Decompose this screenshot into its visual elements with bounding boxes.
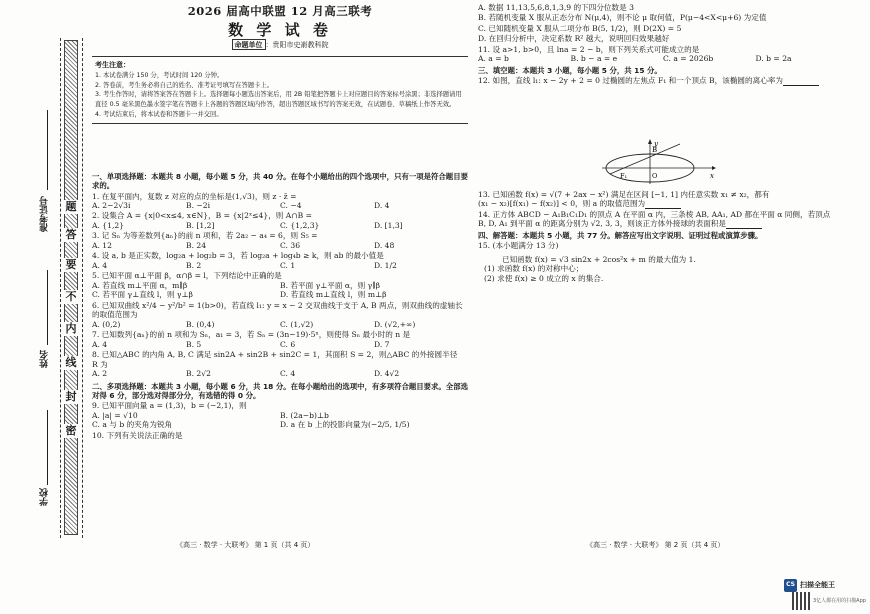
option: B. 若平面 γ⊥平面 α，则 γ∥β	[280, 280, 381, 290]
page-footer-right: 《高三 · 数学 · 大联考》 第 2 页（共 4 页）	[586, 541, 725, 549]
exam-id-field-label: 准考证号	[40, 196, 50, 232]
question-6: 6. 已知双曲线 x²/4 − y²/b² = 1(b>0)，若直线 l₁: y = x − 2 交双曲线于支于 A, B 两点，则双曲线的虚轴长	[92, 300, 463, 310]
option: A. a = b	[478, 54, 509, 64]
label-f1: F₁	[620, 172, 628, 180]
hatched-binding-band	[64, 40, 78, 535]
question-11-options	[478, 54, 848, 63]
option: A. 4	[92, 339, 108, 349]
question-1-options	[92, 201, 468, 210]
question-15-stem: 已知函数 f(x) = √3 sin2x + 2cos²x + m 的最大值为 1.	[502, 254, 696, 264]
option: B. 5	[186, 339, 202, 349]
option: C. a 与 b 的夹角为锐角	[92, 420, 173, 430]
notice-item: 2. 答卷前，考生务必将自己的姓名、准考证号填写在答题卡上。	[95, 81, 274, 89]
right-column-content	[478, 3, 848, 86]
option: A. (0,2)	[92, 319, 121, 329]
option: D. 4	[374, 200, 390, 210]
question-4-options	[92, 261, 468, 270]
cut-line-right	[82, 38, 83, 538]
label-o: O	[652, 172, 658, 180]
question-8-cont: R 为	[92, 359, 108, 369]
question-2-options	[92, 221, 468, 230]
option: C. 若平面 γ⊥直线 l，则 γ⊥β	[92, 290, 193, 300]
question-13-cont-text: (x₁ − x₂)[f(x₁) − f(x₂)] < 0，则 a 的取值范围为	[478, 199, 646, 209]
option: D. 4√2	[374, 369, 400, 379]
question-12-text: 12. 如图，直线 l₁: x − 2y + 2 = 0 过椭圆的左焦点 F₁ 和一个顶点 B，该椭圆的离心率为	[478, 76, 783, 86]
exam-notice	[92, 56, 468, 124]
question-15-part-1: (1) 求函数 f(x) 的对称中心；	[484, 264, 584, 274]
option: A. 2	[92, 369, 108, 379]
school-field-label: 学校	[40, 488, 50, 506]
question-14: 14. 正方体 ABCD − A₁B₁C₁D₁ 的顶点 A 在平面 α 内，三条棱 AB, AA₁, AD 都在平面 α 同侧，若顶点	[478, 209, 831, 219]
seal-char: 封	[63, 390, 79, 404]
option: B. 2√2	[186, 369, 211, 379]
qr-code-icon	[792, 592, 810, 610]
seal-char: 内	[63, 322, 79, 336]
option: A. 若直线 m⊥平面 α，m∥β	[92, 280, 188, 290]
seal-char: 密	[63, 424, 79, 438]
question-15-part-2: (2) 求使 f(x) ≥ 0 成立的 x 的集合.	[484, 273, 604, 283]
option: D. [1,3]	[374, 220, 403, 230]
question-7-options	[92, 340, 468, 349]
option: C. a = 2026b	[663, 54, 714, 64]
ellipse-figure	[598, 138, 718, 186]
option: C. 6	[280, 339, 296, 349]
subject-title: 数 学 试 卷	[228, 21, 332, 39]
option: B. b − a = e	[570, 54, 618, 64]
question-10-option: C. 已知随机变量 X 服从二项分布 B(5, 1/2)，则 D(2X) = 5	[478, 23, 682, 33]
option: C. (1,√2)	[280, 319, 314, 329]
question-6-cont: 的取值范围为	[92, 310, 138, 320]
notice-item: 4. 考试结束后，将本试卷和答题卡一并交回。	[95, 110, 223, 118]
notice-item: 3. 考生作答时，请将答案答在答题卡上。选择题每小题选出答案后，用 2B 铅笔把答题卡上对应题目的答案标号涂黑；非选择题请用直径 0.5 毫米黑色墨水签字笔在答题卡上各题的答题区域内作答，超出答题区域书写的答案无效，在试题卷、草稿纸上作答无效。	[95, 91, 462, 109]
author-line	[92, 41, 468, 50]
question-5: 5. 已知平面 α⊥平面 β，α∩β = l，下列结论中正确的是	[92, 271, 282, 281]
option: A. |a| = √10	[92, 410, 138, 420]
question-11: 11. 设 a>1, b>0，且 lna = 2 − b，则下列关系式可能成立的是	[478, 44, 700, 54]
question-1: 1. 在复平面内，复数 z 对应的点的坐标是(1,√3)，则 z · z̄ =	[92, 191, 297, 201]
question-8-options	[92, 369, 468, 378]
option: A. 12	[92, 240, 112, 250]
name-field-label: 姓名	[40, 350, 50, 368]
option: C. 4	[280, 369, 296, 379]
seal-char: 要	[63, 258, 79, 272]
question-2: 2. 设集合 A = {x|0<x≤4, x∈N}，B = {x|2ˣ≤4}，则 A∩B =	[92, 211, 312, 221]
option: D. 7	[374, 339, 390, 349]
notice-heading: 考生注意：	[95, 61, 130, 69]
camscanner-icon: CS	[784, 579, 797, 592]
scanner-subtext: 3亿人都在用的扫描App	[813, 598, 866, 604]
section-heading: 三、填空题：本题共 3 小题，每小题 5 分，共 15 分。	[478, 65, 662, 75]
x-axis-arrow	[712, 166, 716, 170]
option: B. [1,2]	[186, 220, 215, 230]
line-l1	[610, 144, 680, 174]
school-field-line[interactable]	[47, 410, 48, 485]
option: D. a 在 b 上的投影向量为(−2/5, 1/5)	[280, 420, 410, 430]
seal-char: 线	[63, 356, 79, 370]
section-heading: 四、解答题：本题共 5 小题，共 77 分。解答应写出文字说明、证明过程或演算步骤。	[478, 230, 763, 240]
label-b: B	[652, 146, 658, 154]
seal-char: 题	[63, 200, 79, 214]
question-5-options	[92, 281, 468, 300]
option: C. 36	[280, 240, 301, 250]
option: A. 4	[92, 260, 108, 270]
option: B. 24	[186, 240, 207, 250]
question-14-cont	[478, 219, 848, 228]
answer-blank	[645, 201, 681, 209]
option: D. (√2,+∞)	[374, 319, 416, 329]
question-13-cont	[478, 199, 848, 208]
question-10-option: A. 数据 11,13,5,6,8,1,3,9 的下四分位数是 3	[478, 3, 634, 12]
question-10-option: D. 在回归分析中，决定系数 R² 越大，说明回归效果越好	[478, 34, 670, 44]
option: B. (2a−b)⊥b	[280, 410, 329, 420]
question-7: 7. 已知数列{aₙ}的前 n 项和为 Sₙ，a₁ = 3，若 Sₙ = (3n−19)·5ⁿ，则使得 Sₙ 最小时的 n 是	[92, 330, 411, 340]
right-column-content-2	[478, 190, 848, 283]
question-3-options	[92, 241, 468, 250]
question-13: 13. 已知函数 f(x) = √(7 + 2ax − x²) 满足在区间 [−1, 1] 内任意实数 x₁ ≠ x₂，都有	[478, 190, 770, 199]
scanner-watermark	[784, 578, 860, 592]
question-9: 9. 已知平面向量 a = (1,3)，b = (−2,1)，则	[92, 401, 247, 411]
cut-line-left	[60, 38, 61, 538]
question-12	[478, 76, 848, 85]
question-4: 4. 设 a, b 是正实数，log₂a + log₂b = 3，若 log₂a + log₄b ≥ k，则 ab 的最小值是	[92, 251, 384, 261]
question-15-header: 15. (本小题满分 13 分)	[478, 241, 559, 251]
label-x: x	[710, 172, 714, 180]
option: D. b = 2a	[755, 54, 792, 64]
option: D. 1/2	[374, 260, 397, 270]
question-10: 10. 下列有关说法正确的是	[92, 430, 183, 440]
y-axis-arrow	[648, 139, 652, 144]
section-single-choice	[92, 172, 468, 440]
scanner-name: 扫描全能王	[800, 580, 835, 589]
option: B. −2i	[186, 200, 211, 210]
section-heading: 二、多项选择题：本题共 3 小题，每小题 6 分，共 18 分。在每小题给出的选项中，有多项符合题目要求。全部选对得 6 分，部分选对得部分分，有选错的得 0 分。	[92, 381, 468, 400]
option: A. 2−2√3i	[92, 200, 131, 210]
question-10-option: B. 若随机变量 X 服从正态分布 N(μ,4)，则不论 μ 取何值，P(μ−4<X<μ+6) 为定值	[478, 13, 767, 23]
exam-id-field-line[interactable]	[47, 110, 48, 190]
option: C. {1,2,3}	[280, 220, 320, 230]
notice-item: 1. 本试卷满分 150 分，考试时间 120 分钟。	[95, 71, 224, 79]
section-heading: 一、单项选择题：本题共 8 小题，每小题 5 分，共 40 分。在每个小题给出的四个选项中，只有一项是符合题目要求的。	[92, 172, 468, 191]
name-field-line[interactable]	[47, 270, 48, 345]
answer-blank	[783, 78, 819, 86]
option: C. 1	[280, 260, 296, 270]
label-y: y	[654, 140, 658, 148]
option: B. (0,4)	[186, 319, 215, 329]
option: A. {1,2}	[92, 220, 125, 230]
binding-strip	[0, 0, 88, 614]
question-9-options	[92, 411, 468, 430]
seal-char: 答	[63, 228, 79, 242]
seal-char: 不	[63, 290, 79, 304]
option: C. −4	[280, 200, 302, 210]
page-footer-left: 《高三 · 数学 · 大联考》 第 1 页（共 4 页）	[176, 541, 315, 549]
exam-title: 2026 届高中联盟 12 月高三联考	[187, 4, 373, 18]
question-3: 3. 记 Sₙ 为等差数列{aₙ}的前 n 项和，若 2a₂ − a₄ = 6，则 S₅ =	[92, 231, 318, 241]
author-name: ：贵阳市史嵛教科院	[265, 41, 329, 49]
question-8: 8. 已知△ABC 的内角 A, B, C 满足 sin2A + sin2B + sin2C = 1，其面积 S = 2，则△ABC 的外接圆半径	[92, 350, 458, 360]
answer-blank	[726, 221, 762, 229]
question-14-cont-text: B, D, A₁ 到平面 α 的距离分别为 √2, 3, 3，则该正方体外接球的表面积是	[478, 219, 727, 229]
option: D. 若直线 m⊥直线 l，则 m⊥β	[280, 290, 387, 300]
question-6-options	[92, 320, 468, 329]
author-tag: 命题单位	[232, 39, 266, 50]
option: D. 48	[374, 240, 395, 250]
option: B. 2	[186, 260, 202, 270]
